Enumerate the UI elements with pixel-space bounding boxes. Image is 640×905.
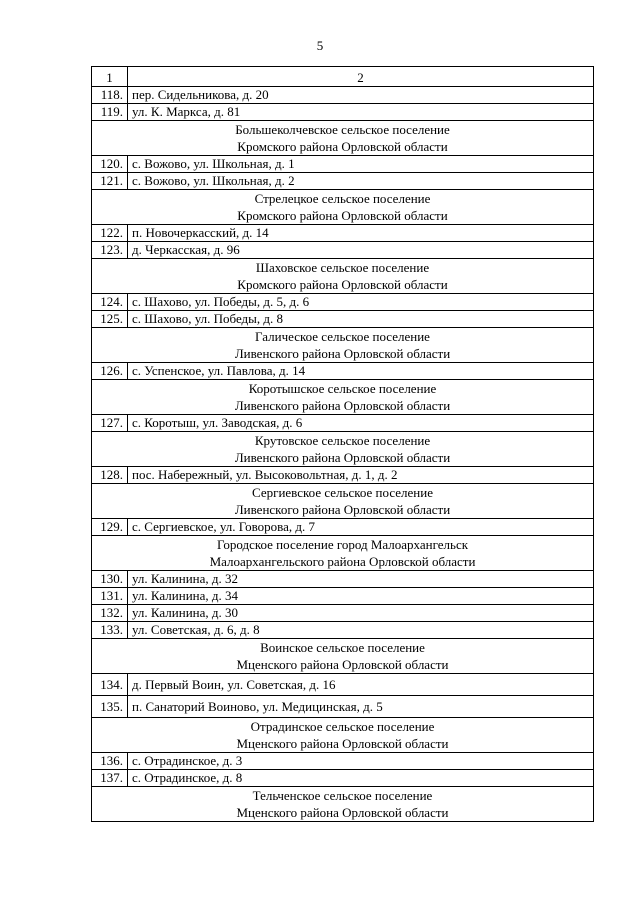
address-table [91, 66, 594, 822]
section-title-line2: Мценского района Орловской области [236, 805, 449, 820]
section-title [92, 639, 594, 674]
table-row [92, 311, 594, 328]
table-row [92, 104, 594, 121]
row-number: 134. [92, 674, 128, 696]
table-row [92, 622, 594, 639]
section-title-line2: Кромского района Орловской области [237, 277, 448, 292]
section-header-row [92, 259, 594, 294]
table-row [92, 415, 594, 432]
row-number: 136. [92, 753, 128, 770]
row-number: 118. [92, 87, 128, 104]
row-number: 121. [92, 173, 128, 190]
section-title-line2: Малоархангельского района Орловской области [209, 554, 476, 569]
header-col-address: 2 [128, 67, 594, 87]
section-title-line2: Ливенского района Орловской области [234, 450, 451, 465]
row-address: с. Шахово, ул. Победы, д. 5, д. 6 [128, 294, 594, 311]
row-number: 135. [92, 696, 128, 718]
section-header-row [92, 484, 594, 519]
row-address: ул. Калинина, д. 30 [128, 605, 594, 622]
section-header-row [92, 190, 594, 225]
table-row [92, 225, 594, 242]
section-title [92, 190, 594, 225]
row-address: п. Санаторий Воиново, ул. Медицинская, д. 5 [128, 696, 594, 718]
table-row [92, 242, 594, 259]
section-title-line2: Ливенского района Орловской области [234, 398, 451, 413]
table-row [92, 674, 594, 696]
row-address: пер. Сидельникова, д. 20 [128, 87, 594, 104]
table-row [92, 87, 594, 104]
row-number: 137. [92, 770, 128, 787]
row-address: с. Коротыш, ул. Заводская, д. 6 [128, 415, 594, 432]
row-address: с. Вожово, ул. Школьная, д. 1 [128, 156, 594, 173]
table-row [92, 363, 594, 380]
table-row [92, 571, 594, 588]
row-address: с. Шахово, ул. Победы, д. 8 [128, 311, 594, 328]
table-row [92, 173, 594, 190]
row-number: 123. [92, 242, 128, 259]
section-title-line2: Ливенского района Орловской области [234, 502, 451, 517]
section-header-row [92, 718, 594, 753]
row-address: ул. Калинина, д. 34 [128, 588, 594, 605]
table-row [92, 770, 594, 787]
section-title-line1: Шаховское сельское поселение [255, 260, 430, 275]
section-title-line2: Кромского района Орловской области [237, 139, 448, 154]
row-address: п. Новочеркасский, д. 14 [128, 225, 594, 242]
section-title-line1: Стрелецкое сельское поселение [254, 191, 431, 206]
section-header-row [92, 432, 594, 467]
table-row [92, 467, 594, 484]
section-header-row [92, 380, 594, 415]
section-title [92, 536, 594, 571]
section-title-line1: Сергиевское сельское поселение [252, 485, 433, 500]
table-row [92, 294, 594, 311]
row-number: 127. [92, 415, 128, 432]
row-address: д. Черкасская, д. 96 [128, 242, 594, 259]
row-address: ул. Калинина, д. 32 [128, 571, 594, 588]
header-col-number: 1 [92, 67, 128, 87]
table-row [92, 156, 594, 173]
section-title-line2: Ливенского района Орловской области [234, 346, 451, 361]
section-title-line1: Тельченское сельское поселение [252, 788, 433, 803]
row-number: 120. [92, 156, 128, 173]
row-address: с. Отрадинское, д. 3 [128, 753, 594, 770]
section-title [92, 484, 594, 519]
row-address: пос. Набережный, ул. Высоковольтная, д. 1, д. 2 [128, 467, 594, 484]
row-address: с. Отрадинское, д. 8 [128, 770, 594, 787]
row-address: с. Сергиевское, ул. Говорова, д. 7 [128, 519, 594, 536]
section-header-row [92, 121, 594, 156]
section-title [92, 718, 594, 753]
section-header-row [92, 328, 594, 363]
section-title [92, 328, 594, 363]
row-address: ул. К. Маркса, д. 81 [128, 104, 594, 121]
section-title [92, 259, 594, 294]
section-header-row [92, 536, 594, 571]
row-number: 125. [92, 311, 128, 328]
row-number: 119. [92, 104, 128, 121]
row-address: с. Успенское, ул. Павлова, д. 14 [128, 363, 594, 380]
section-title-line1: Отрадинское сельское поселение [250, 719, 435, 734]
section-title-line2: Мценского района Орловской области [236, 736, 449, 751]
section-title-line1: Большеколчевское сельское поселение [235, 122, 450, 137]
address-table-body [92, 67, 594, 822]
row-number: 132. [92, 605, 128, 622]
section-title-line1: Коротышское сельское поселение [248, 381, 437, 396]
table-row [92, 605, 594, 622]
section-header-row [92, 787, 594, 822]
table-row [92, 753, 594, 770]
section-title-line1: Воинское сельское поселение [260, 640, 425, 655]
row-number: 129. [92, 519, 128, 536]
row-number: 133. [92, 622, 128, 639]
section-title-line2: Кромского района Орловской области [237, 208, 448, 223]
section-title-line1: Галическое сельское поселение [255, 329, 430, 344]
section-title-line2: Мценского района Орловской области [236, 657, 449, 672]
section-title [92, 121, 594, 156]
section-title [92, 380, 594, 415]
row-address: с. Вожово, ул. Школьная, д. 2 [128, 173, 594, 190]
row-address: ул. Советская, д. 6, д. 8 [128, 622, 594, 639]
row-number: 131. [92, 588, 128, 605]
row-number: 122. [92, 225, 128, 242]
section-title [92, 432, 594, 467]
section-title-line1: Крутовское сельское поселение [254, 433, 431, 448]
section-header-row [92, 639, 594, 674]
table-row [92, 519, 594, 536]
section-title-line1: Городское поселение город Малоархангельск [216, 537, 469, 552]
table-row [92, 588, 594, 605]
table-header-row [92, 67, 594, 87]
table-row [92, 696, 594, 718]
page-number: 5 [316, 38, 324, 53]
row-number: 124. [92, 294, 128, 311]
row-number: 130. [92, 571, 128, 588]
section-title [92, 787, 594, 822]
row-address: д. Первый Воин, ул. Советская, д. 16 [128, 674, 594, 696]
row-number: 126. [92, 363, 128, 380]
row-number: 128. [92, 467, 128, 484]
